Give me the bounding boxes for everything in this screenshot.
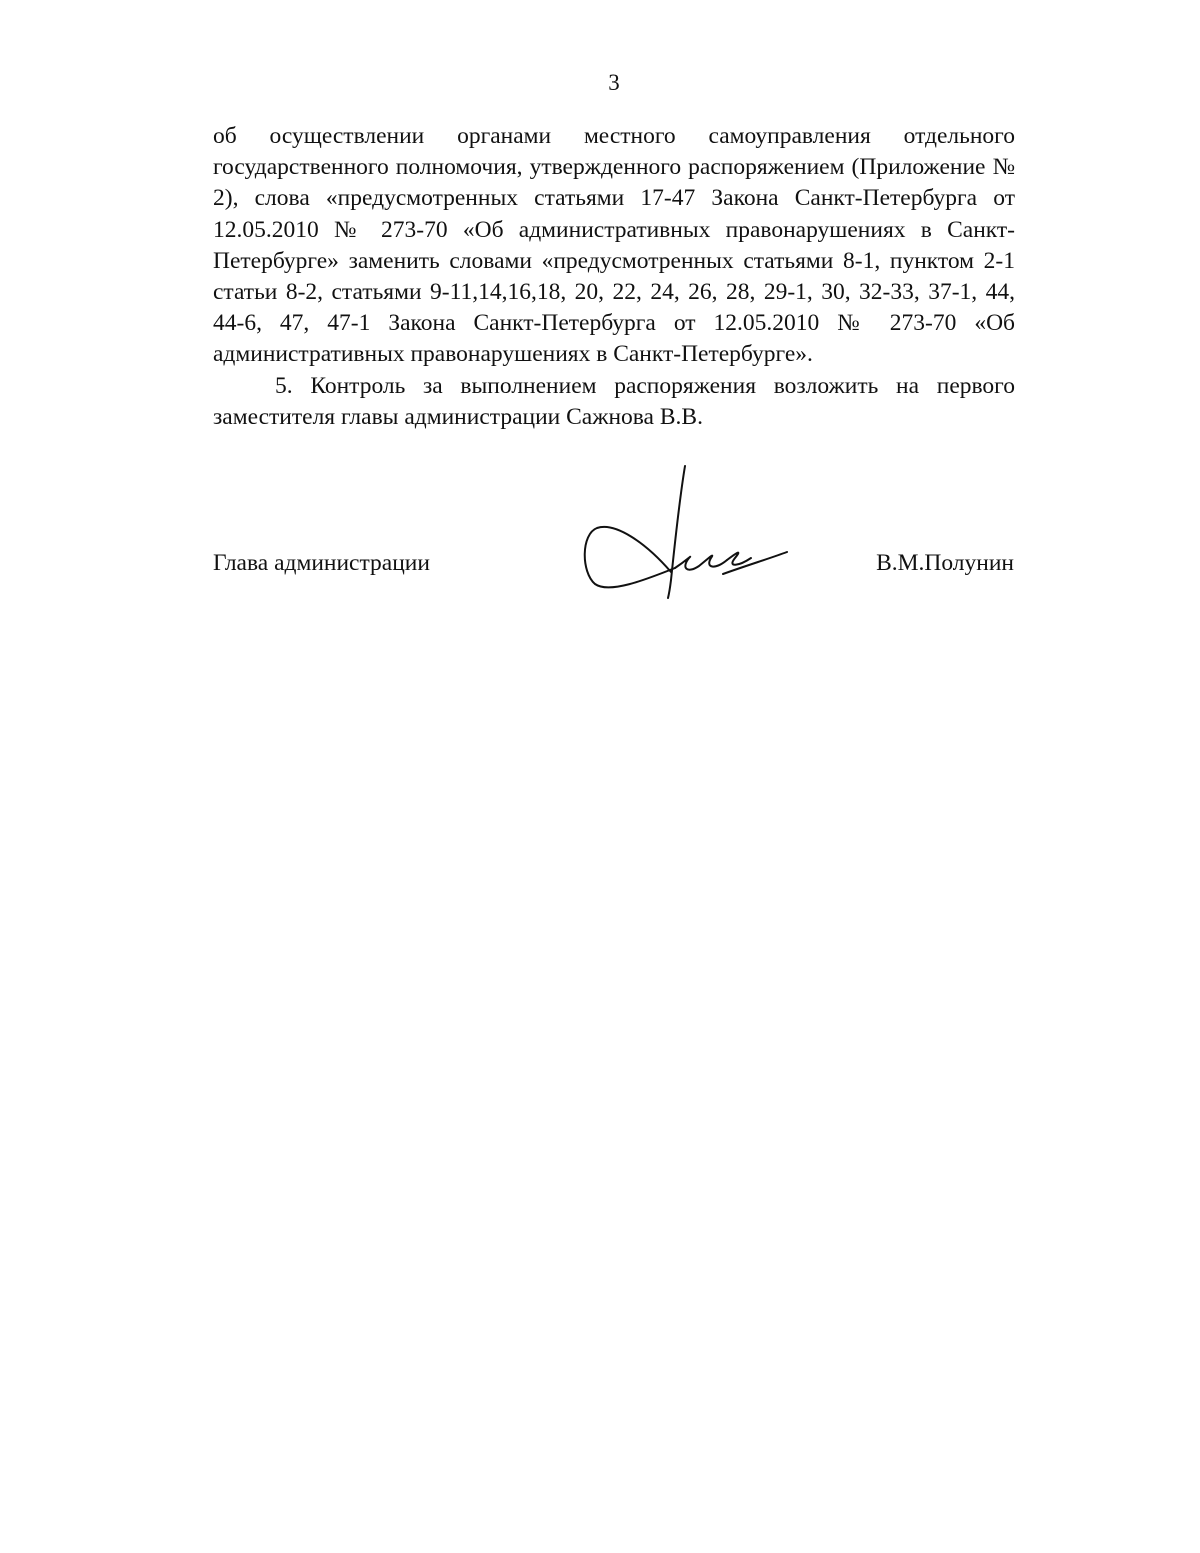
- handwritten-signature: [575, 462, 800, 602]
- document-body: [213, 121, 1015, 433]
- signatory-position: Глава администрации: [213, 550, 430, 576]
- signatory-name: В.М.Полунин: [876, 550, 1014, 576]
- page-number: 3: [608, 70, 620, 95]
- paragraph-continuation: об осуществлении органами местного самоуправления отдельного государственного полномочия, утвержденного распоряжением (Приложение № 2), слова «предусмотренных статьями 17-47 Закона Санкт-Петербурга от 12.05.2010 № 273-70 «Об административных правонарушениях в Санкт-Петербурге» заменить словами «предусмотренных статьями 8-1, пунктом 2-1 статьи 8-2, статьями 9-11,14,16,18, 20, 22, 24, 26, 28, 29-1, 30, 32-33, 37-1, 44, 44-6, 47, 47-1 Закона Санкт-Петербурга от 12.05.2010 № 273-70 «Об административных правонарушениях в Санкт-Петербурге».: [213, 123, 1015, 368]
- paragraph-item-5: 5. Контроль за выполнением распоряжения возложить на первого заместителя главы администрации Сажнова В.В.: [213, 372, 1015, 430]
